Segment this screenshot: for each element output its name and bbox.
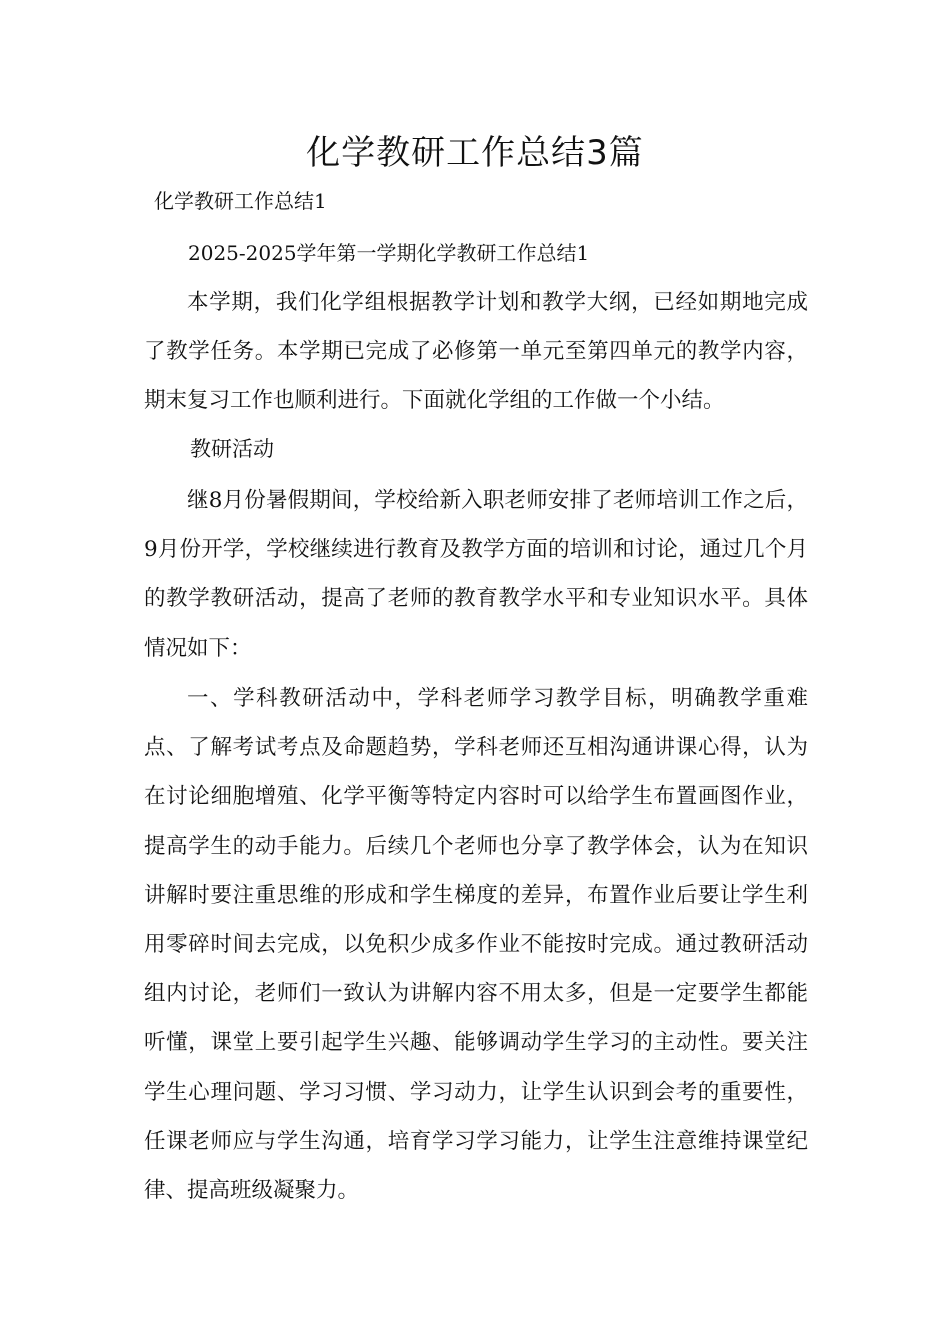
activities-heading: 教研活动	[190, 437, 274, 461]
document-title: 化学教研工作总结3篇	[306, 133, 644, 173]
intro-paragraph: 本学期，我们化学组根据教学计划和教学大纲，已经如期地完成了教学任务。本学期已完成了必修第一单元至第四单元的教学内容，期末复习工作也顺利进行。下面就化学组的工作做一个小结。	[144, 290, 808, 414]
training-paragraph: 继8月份暑假期间，学校给新入职老师安排了老师培训工作之后，9月份开学，学校继续进行教育及教学方面的培训和讨论，通过几个月的教学教研活动，提高了老师的教育教学水平和专业知识水平。具体情况如下：	[144, 488, 808, 661]
item-one-paragraph: 一、学科教研活动中，学科老师学习教学目标，明确教学重难点、了解考试考点及命题趋势，学科老师还互相沟通讲课心得，认为在讨论细胞增殖、化学平衡等特定内容时可以给学生布置画图作业，提高学生的动手能力。后续几个老师也分享了教学体会，认为在知识讲解时要注重思维的形成和学生梯度的差异，布置作业后要让学生利用零碎时间去完成，以免积少成多作业不能按时完成。通过教研活动组内讨论，老师们一致认为讲解内容不用太多，但是一定要学生都能听懂，课堂上要引起学生兴趣、能够调动学生学习的主动性。要关注学生心理问题、学习习惯、学习动力，让学生认识到会考的重要性，任课老师应与学生沟通，培育学习学习能力，让学生注意维持课堂纪律、提高班级凝聚力。	[144, 686, 808, 1204]
document-subtitle: 2025-2025学年第一学期化学教研工作总结1	[188, 241, 590, 265]
section-label: 化学教研工作总结1	[154, 189, 327, 213]
